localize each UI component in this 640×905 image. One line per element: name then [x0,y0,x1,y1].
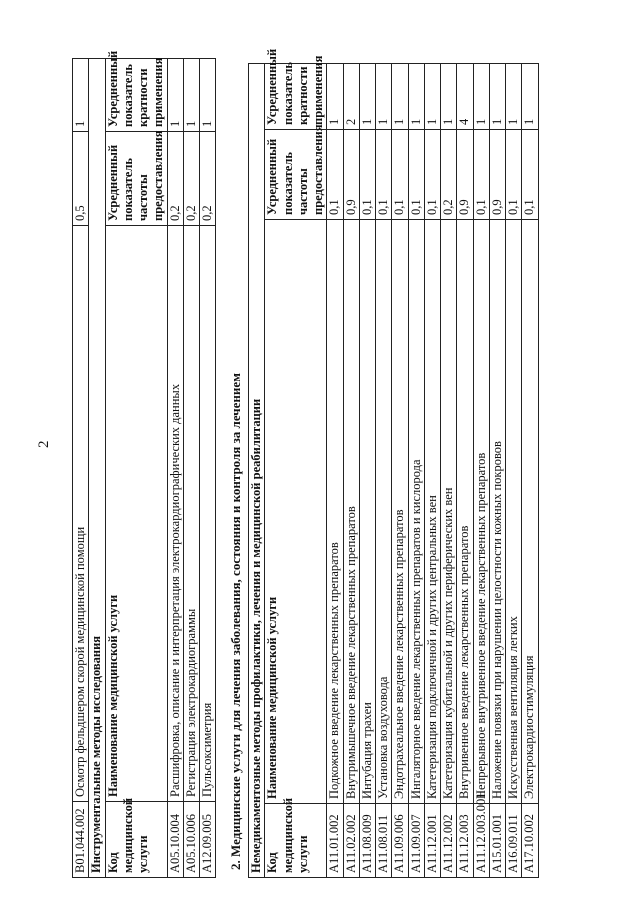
cell-mult: 1 [392,64,408,130]
cell-code: A11.12.003 [457,804,473,878]
cell-mult: 1 [489,64,505,130]
cell-name: Внутривенное введение лекарственных препаратов [457,220,473,804]
cell-code: A11.12.002 [441,804,457,878]
table-header-row [105,59,167,878]
header-code: Код медицинской услуги [265,804,327,878]
header-mult: Усредненный показатель кратности применения [265,64,327,130]
cell-mult: 2 [343,64,359,130]
cell-mult: 1 [408,64,424,130]
section-heading: 2. Медицинские услуги для лечения заболевания, состояния и контроля за лечением [228,372,244,870]
cell-freq: 0,2 [441,130,457,220]
table-row [441,64,457,878]
cell-name: Эндотрахеальное введение лекарственных препаратов [392,220,408,804]
cell-mult: 1 [424,64,440,130]
cell-code: B01.044.002 [73,802,89,878]
cell-mult: 1 [473,64,489,130]
table-row [457,64,473,878]
cell-code: A11.08.011 [376,804,392,878]
table-instrumental [72,50,216,878]
table-row [392,64,408,878]
table-row [473,64,489,878]
cell-freq: 0,1 [376,130,392,220]
table-header-row [265,64,327,878]
cell-name: Расшифровка, описание и интерпретация электрокардиографических данных [167,226,183,802]
cell-mult: 1 [327,64,343,130]
section-title-row [89,59,105,878]
section-title-row [249,64,265,878]
cell-mult: 1 [183,59,199,132]
cell-mult: 1 [73,59,89,132]
table-row [522,64,538,878]
cell-freq: 0,1 [473,130,489,220]
cell-freq: 0,2 [200,132,216,226]
cell-freq: 0,9 [489,130,505,220]
cell-name: Регистрация электрокардиограммы [183,226,199,802]
cell-name: Осмотр фельдшером скорой медицинской помощи [73,226,89,802]
cell-name: Установка воздуховода [376,220,392,804]
cell-code: A05.10.004 [167,802,183,878]
cell-code: A11.08.009 [359,804,375,878]
rotated-page-content [72,48,539,878]
table-row [489,64,505,878]
table-row [424,64,440,878]
cell-name: Непрерывное внутривенное введение лекарственных препаратов [473,220,489,804]
page-number: 2 [36,440,52,448]
cell-mult: 4 [457,64,473,130]
cell-freq: 0,1 [392,130,408,220]
cell-mult: 1 [441,64,457,130]
table-row [200,59,216,878]
cell-code: A17.10.002 [522,804,538,878]
cell-code: A15.01.001 [489,804,505,878]
cell-mult: 1 [376,64,392,130]
cell-freq: 0,1 [506,130,522,220]
table-row [73,59,89,878]
table-row [167,59,183,878]
cell-code: A05.10.006 [183,802,199,878]
header-code: Код медицинской услуги [105,802,167,878]
cell-freq: 0,1 [408,130,424,220]
cell-code: A11.12.001 [424,804,440,878]
cell-freq: 0,5 [73,132,89,226]
cell-code: A12.09.005 [200,802,216,878]
header-freq: Усредненный показатель частоты предоставления [105,132,167,226]
cell-name: Ингаляторное введение лекарственных препаратов и кислорода [408,220,424,804]
table-row [359,64,375,878]
header-name: Наименование медицинской услуги [105,226,167,802]
cell-name: Катетеризация кубитальной и других периферических вен [441,220,457,804]
cell-code: A11.02.002 [343,804,359,878]
cell-freq: 0,9 [457,130,473,220]
header-name: Наименование медицинской услуги [265,220,327,804]
table-row [376,64,392,878]
cell-code: A11.01.002 [327,804,343,878]
cell-name: Пульсоксиметрия [200,226,216,802]
cell-mult: 1 [522,64,538,130]
cell-code: A11.12.003.001 [473,804,489,878]
table-row [343,64,359,878]
cell-code: A16.09.011 [506,804,522,878]
cell-name: Интубация трахеи [359,220,375,804]
cell-freq: 0,2 [183,132,199,226]
header-freq: Усредненный показатель частоты предоставления [265,130,327,220]
section-title: Немедикаментозные методы профилактики, лечения и медицинской реабилитации [249,64,265,878]
table-row [327,64,343,878]
cell-freq: 0,1 [359,130,375,220]
cell-name: Подкожное введение лекарственных препаратов [327,220,343,804]
cell-code: A11.09.006 [392,804,408,878]
cell-mult: 1 [200,59,216,132]
table-non-drug [248,48,539,878]
table-row [408,64,424,878]
table-row [506,64,522,878]
cell-freq: 0,1 [424,130,440,220]
header-mult: Усредненный показатель кратности применения [105,59,167,132]
cell-freq: 0,1 [522,130,538,220]
table-row [183,59,199,878]
cell-mult: 1 [506,64,522,130]
cell-freq: 0,9 [343,130,359,220]
cell-name: Электрокардиостимуляция [522,220,538,804]
cell-name: Наложение повязки при нарушении целостности кожных покровов [489,220,505,804]
section-title: Инструментальные методы исследования [89,59,105,878]
cell-code: A11.09.007 [408,804,424,878]
cell-mult: 1 [167,59,183,132]
cell-name: Внутримышечное введение лекарственных препаратов [343,220,359,804]
cell-name: Искусственная вентиляция легких [506,220,522,804]
cell-freq: 0,2 [167,132,183,226]
cell-freq: 0,1 [327,130,343,220]
cell-name: Катетеризация подключичной и других центральных вен [424,220,440,804]
cell-mult: 1 [359,64,375,130]
